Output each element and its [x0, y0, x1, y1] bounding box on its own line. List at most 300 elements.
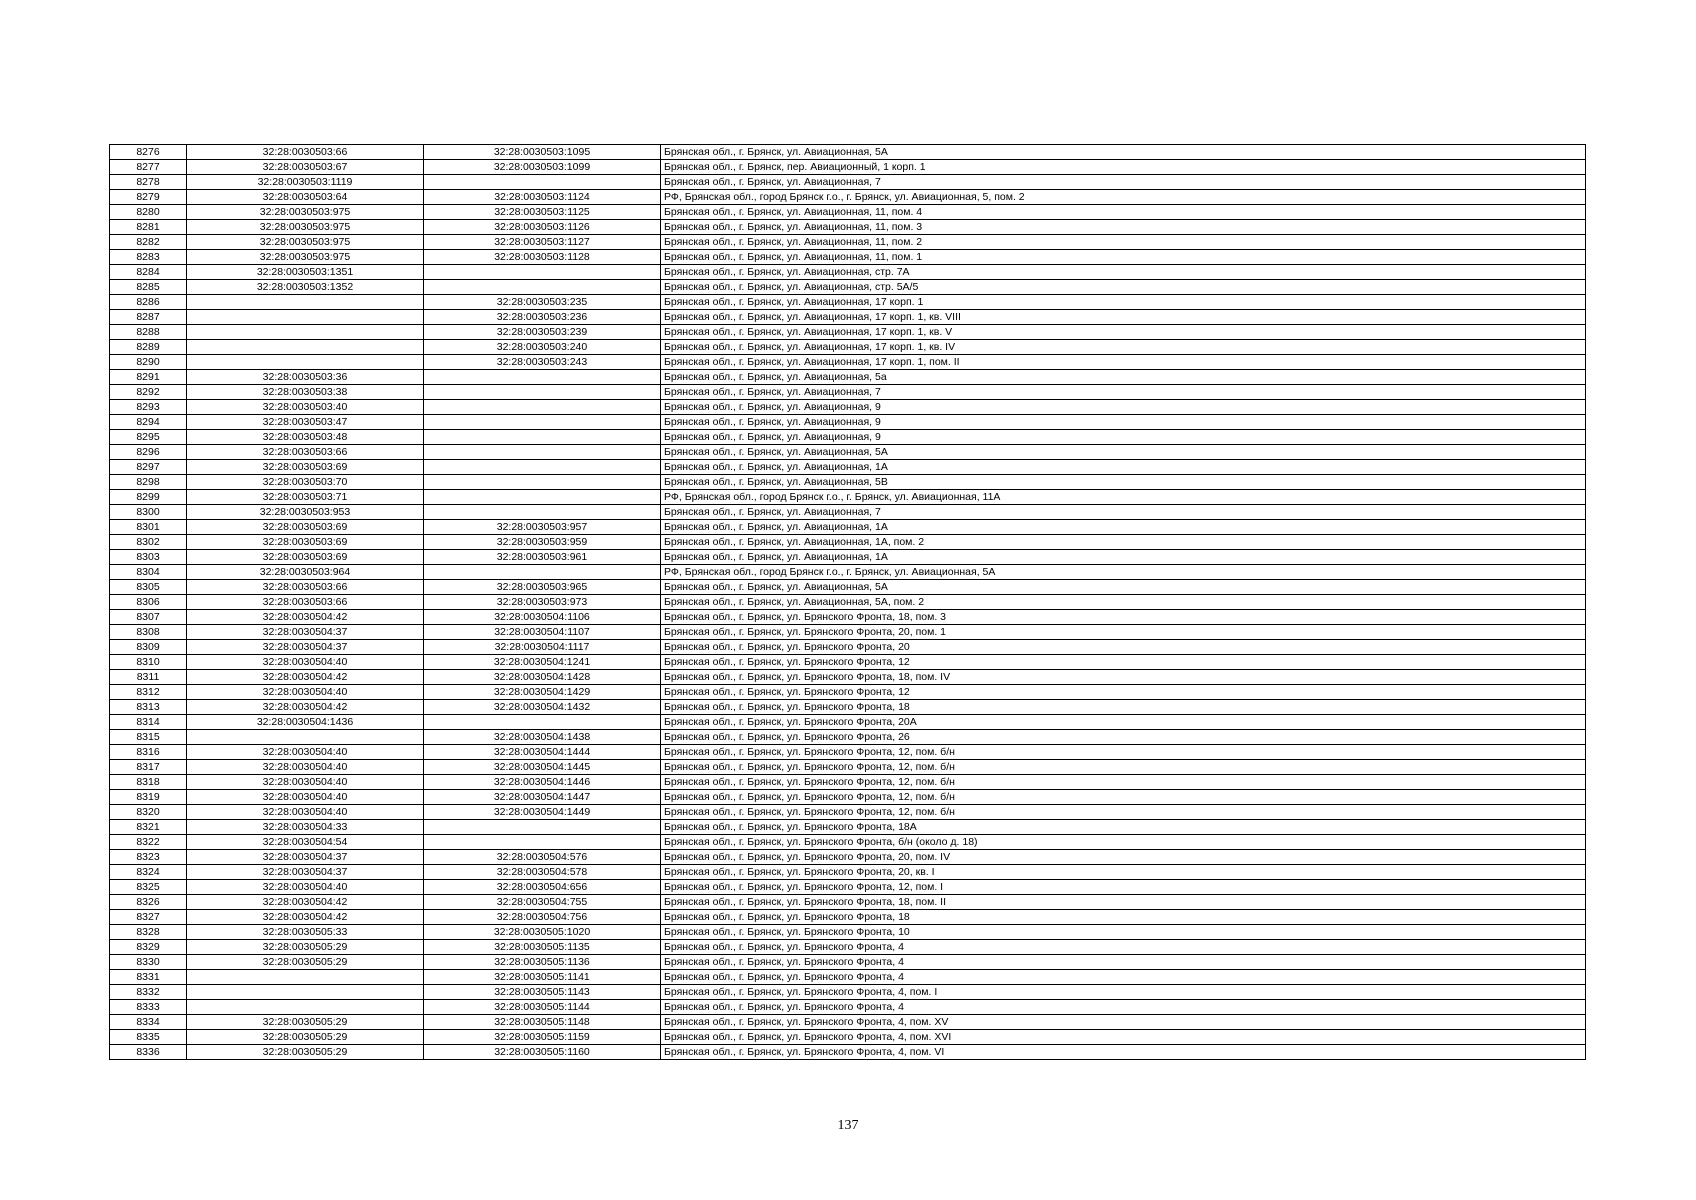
address-cell: Брянская обл., г. Брянск, ул. Брянского Фронта, 18, пом. IV: [661, 670, 1586, 685]
address-cell: Брянская обл., г. Брянск, ул. Брянского Фронта, 12, пом. б/н: [661, 775, 1586, 790]
row-number-cell: 8334: [110, 1015, 187, 1030]
table-row: [110, 340, 1586, 355]
land-cadastral-number-cell: 32:28:0030503:1352: [187, 280, 424, 295]
table-row: [110, 325, 1586, 340]
row-number-cell: 8300: [110, 505, 187, 520]
address-cell: Брянская обл., г. Брянск, ул. Авиационная, 9: [661, 415, 1586, 430]
table-row: [110, 940, 1586, 955]
object-cadastral-number-cell: 32:28:0030503:1099: [424, 160, 661, 175]
row-number-cell: 8279: [110, 190, 187, 205]
cadastral-table: [109, 144, 1586, 1060]
row-number-cell: 8324: [110, 865, 187, 880]
address-cell: Брянская обл., г. Брянск, ул. Брянского Фронта, 4, пом. XVI: [661, 1030, 1586, 1045]
object-cadastral-number-cell: 32:28:0030504:1428: [424, 670, 661, 685]
table-row: [110, 820, 1586, 835]
table-row: [110, 550, 1586, 565]
row-number-cell: 8292: [110, 385, 187, 400]
object-cadastral-number-cell: [424, 820, 661, 835]
row-number-cell: 8308: [110, 625, 187, 640]
table-row: [110, 205, 1586, 220]
object-cadastral-number-cell: 32:28:0030504:1107: [424, 625, 661, 640]
table-row: [110, 760, 1586, 775]
land-cadastral-number-cell: 32:28:0030504:40: [187, 760, 424, 775]
table-row: [110, 250, 1586, 265]
land-cadastral-number-cell: 32:28:0030503:66: [187, 445, 424, 460]
land-cadastral-number-cell: 32:28:0030505:29: [187, 940, 424, 955]
table-row: [110, 955, 1586, 970]
address-cell: Брянская обл., г. Брянск, ул. Брянского Фронта, 12, пом. б/н: [661, 805, 1586, 820]
land-cadastral-number-cell: [187, 985, 424, 1000]
address-cell: Брянская обл., г. Брянск, ул. Брянского Фронта, 18: [661, 910, 1586, 925]
address-cell: Брянская обл., г. Брянск, ул. Брянского Фронта, 20, кв. I: [661, 865, 1586, 880]
object-cadastral-number-cell: [424, 490, 661, 505]
table-row: [110, 805, 1586, 820]
object-cadastral-number-cell: [424, 265, 661, 280]
object-cadastral-number-cell: 32:28:0030505:1136: [424, 955, 661, 970]
table-row: [110, 685, 1586, 700]
land-cadastral-number-cell: 32:28:0030504:42: [187, 670, 424, 685]
object-cadastral-number-cell: 32:28:0030504:1429: [424, 685, 661, 700]
address-cell: Брянская обл., г. Брянск, ул. Авиационная, 9: [661, 430, 1586, 445]
row-number-cell: 8294: [110, 415, 187, 430]
address-cell: Брянская обл., г. Брянск, ул. Брянского Фронта, 4, пом. VI: [661, 1045, 1586, 1060]
land-cadastral-number-cell: [187, 355, 424, 370]
row-number-cell: 8310: [110, 655, 187, 670]
address-cell: Брянская обл., г. Брянск, ул. Авиационная, 9: [661, 400, 1586, 415]
object-cadastral-number-cell: 32:28:0030504:1447: [424, 790, 661, 805]
row-number-cell: 8284: [110, 265, 187, 280]
row-number-cell: 8283: [110, 250, 187, 265]
table-row: [110, 445, 1586, 460]
land-cadastral-number-cell: 32:28:0030504:40: [187, 790, 424, 805]
object-cadastral-number-cell: 32:28:0030505:1159: [424, 1030, 661, 1045]
land-cadastral-number-cell: 32:28:0030504:37: [187, 640, 424, 655]
land-cadastral-number-cell: 32:28:0030503:66: [187, 145, 424, 160]
address-cell: Брянская обл., г. Брянск, ул. Брянского Фронта, б/н (около д. 18): [661, 835, 1586, 850]
table-row: [110, 355, 1586, 370]
row-number-cell: 8326: [110, 895, 187, 910]
row-number-cell: 8293: [110, 400, 187, 415]
row-number-cell: 8330: [110, 955, 187, 970]
table-row: [110, 715, 1586, 730]
object-cadastral-number-cell: 32:28:0030503:961: [424, 550, 661, 565]
row-number-cell: 8287: [110, 310, 187, 325]
object-cadastral-number-cell: 32:28:0030503:957: [424, 520, 661, 535]
table-row: [110, 625, 1586, 640]
address-cell: Брянская обл., г. Брянск, пер. Авиационный, 1 корп. 1: [661, 160, 1586, 175]
row-number-cell: 8298: [110, 475, 187, 490]
row-number-cell: 8320: [110, 805, 187, 820]
object-cadastral-number-cell: [424, 475, 661, 490]
row-number-cell: 8321: [110, 820, 187, 835]
row-number-cell: 8277: [110, 160, 187, 175]
address-cell: Брянская обл., г. Брянск, ул. Брянского Фронта, 4: [661, 970, 1586, 985]
address-cell: Брянская обл., г. Брянск, ул. Авиационная, 11, пом. 3: [661, 220, 1586, 235]
object-cadastral-number-cell: 32:28:0030504:1446: [424, 775, 661, 790]
land-cadastral-number-cell: 32:28:0030503:69: [187, 460, 424, 475]
address-cell: Брянская обл., г. Брянск, ул. Авиационная, 1А: [661, 550, 1586, 565]
row-number-cell: 8304: [110, 565, 187, 580]
address-cell: Брянская обл., г. Брянск, ул. Брянского Фронта, 18А: [661, 820, 1586, 835]
table-row: [110, 310, 1586, 325]
address-cell: Брянская обл., г. Брянск, ул. Авиационная, 5А: [661, 145, 1586, 160]
table-row: [110, 730, 1586, 745]
row-number-cell: 8307: [110, 610, 187, 625]
land-cadastral-number-cell: 32:28:0030504:1436: [187, 715, 424, 730]
row-number-cell: 8302: [110, 535, 187, 550]
object-cadastral-number-cell: [424, 460, 661, 475]
object-cadastral-number-cell: [424, 415, 661, 430]
object-cadastral-number-cell: 32:28:0030505:1160: [424, 1045, 661, 1060]
row-number-cell: 8335: [110, 1030, 187, 1045]
object-cadastral-number-cell: 32:28:0030503:240: [424, 340, 661, 355]
address-cell: Брянская обл., г. Брянск, ул. Брянского Фронта, 18, пом. 3: [661, 610, 1586, 625]
land-cadastral-number-cell: 32:28:0030504:37: [187, 850, 424, 865]
row-number-cell: 8315: [110, 730, 187, 745]
object-cadastral-number-cell: 32:28:0030503:973: [424, 595, 661, 610]
row-number-cell: 8290: [110, 355, 187, 370]
land-cadastral-number-cell: 32:28:0030504:40: [187, 775, 424, 790]
object-cadastral-number-cell: 32:28:0030503:239: [424, 325, 661, 340]
address-cell: Брянская обл., г. Брянск, ул. Брянского Фронта, 12, пом. б/н: [661, 745, 1586, 760]
table-row: [110, 400, 1586, 415]
address-cell: Брянская обл., г. Брянск, ул. Авиационная, 11, пом. 1: [661, 250, 1586, 265]
land-cadastral-number-cell: 32:28:0030503:975: [187, 235, 424, 250]
table-row: [110, 370, 1586, 385]
object-cadastral-number-cell: [424, 175, 661, 190]
land-cadastral-number-cell: 32:28:0030503:975: [187, 250, 424, 265]
object-cadastral-number-cell: 32:28:0030503:1124: [424, 190, 661, 205]
table-row: [110, 295, 1586, 310]
address-cell: Брянская обл., г. Брянск, ул. Брянского Фронта, 12: [661, 655, 1586, 670]
row-number-cell: 8317: [110, 760, 187, 775]
land-cadastral-number-cell: 32:28:0030503:69: [187, 550, 424, 565]
object-cadastral-number-cell: 32:28:0030504:1106: [424, 610, 661, 625]
land-cadastral-number-cell: 32:28:0030504:33: [187, 820, 424, 835]
address-cell: Брянская обл., г. Брянск, ул. Брянского Фронта, 20А: [661, 715, 1586, 730]
object-cadastral-number-cell: 32:28:0030504:576: [424, 850, 661, 865]
row-number-cell: 8325: [110, 880, 187, 895]
land-cadastral-number-cell: 32:28:0030503:975: [187, 220, 424, 235]
object-cadastral-number-cell: 32:28:0030504:578: [424, 865, 661, 880]
land-cadastral-number-cell: 32:28:0030503:38: [187, 385, 424, 400]
address-cell: Брянская обл., г. Брянск, ул. Авиационная, 7: [661, 175, 1586, 190]
table-row: [110, 970, 1586, 985]
address-cell: Брянская обл., г. Брянск, ул. Авиационная, 1А: [661, 460, 1586, 475]
object-cadastral-number-cell: [424, 505, 661, 520]
row-number-cell: 8333: [110, 1000, 187, 1015]
object-cadastral-number-cell: 32:28:0030503:236: [424, 310, 661, 325]
land-cadastral-number-cell: 32:28:0030503:40: [187, 400, 424, 415]
address-cell: Брянская обл., г. Брянск, ул. Авиационная, 7: [661, 505, 1586, 520]
row-number-cell: 8327: [110, 910, 187, 925]
row-number-cell: 8319: [110, 790, 187, 805]
land-cadastral-number-cell: 32:28:0030505:33: [187, 925, 424, 940]
row-number-cell: 8276: [110, 145, 187, 160]
object-cadastral-number-cell: 32:28:0030503:965: [424, 580, 661, 595]
table-row: [110, 280, 1586, 295]
object-cadastral-number-cell: 32:28:0030505:1135: [424, 940, 661, 955]
table-row: [110, 745, 1586, 760]
row-number-cell: 8316: [110, 745, 187, 760]
row-number-cell: 8303: [110, 550, 187, 565]
address-cell: Брянская обл., г. Брянск, ул. Авиационная, 1А: [661, 520, 1586, 535]
land-cadastral-number-cell: 32:28:0030503:69: [187, 520, 424, 535]
table-row: [110, 580, 1586, 595]
row-number-cell: 8332: [110, 985, 187, 1000]
object-cadastral-number-cell: [424, 715, 661, 730]
address-cell: Брянская обл., г. Брянск, ул. Авиационная, стр. 7А: [661, 265, 1586, 280]
object-cadastral-number-cell: 32:28:0030505:1144: [424, 1000, 661, 1015]
row-number-cell: 8318: [110, 775, 187, 790]
address-cell: Брянская обл., г. Брянск, ул. Брянского Фронта, 4, пом. XV: [661, 1015, 1586, 1030]
table-row: [110, 190, 1586, 205]
object-cadastral-number-cell: 32:28:0030505:1141: [424, 970, 661, 985]
row-number-cell: 8314: [110, 715, 187, 730]
object-cadastral-number-cell: [424, 430, 661, 445]
row-number-cell: 8312: [110, 685, 187, 700]
table-row: [110, 520, 1586, 535]
table-row: [110, 865, 1586, 880]
address-cell: Брянская обл., г. Брянск, ул. Авиационная, стр. 5А/5: [661, 280, 1586, 295]
table-row: [110, 655, 1586, 670]
row-number-cell: 8291: [110, 370, 187, 385]
address-cell: Брянская обл., г. Брянск, ул. Брянского Фронта, 12, пом. I: [661, 880, 1586, 895]
object-cadastral-number-cell: [424, 370, 661, 385]
land-cadastral-number-cell: 32:28:0030503:64: [187, 190, 424, 205]
land-cadastral-number-cell: [187, 310, 424, 325]
land-cadastral-number-cell: [187, 730, 424, 745]
object-cadastral-number-cell: 32:28:0030503:1095: [424, 145, 661, 160]
object-cadastral-number-cell: 32:28:0030504:1241: [424, 655, 661, 670]
row-number-cell: 8331: [110, 970, 187, 985]
address-cell: Брянская обл., г. Брянск, ул. Авиационная, 11, пом. 4: [661, 205, 1586, 220]
address-cell: Брянская обл., г. Брянск, ул. Авиационная, 5В: [661, 475, 1586, 490]
row-number-cell: 8336: [110, 1045, 187, 1060]
address-cell: Брянская обл., г. Брянск, ул. Авиационная, 17 корп. 1: [661, 295, 1586, 310]
table-row: [110, 1030, 1586, 1045]
land-cadastral-number-cell: 32:28:0030503:1119: [187, 175, 424, 190]
row-number-cell: 8305: [110, 580, 187, 595]
land-cadastral-number-cell: 32:28:0030504:40: [187, 685, 424, 700]
address-cell: Брянская обл., г. Брянск, ул. Брянского Фронта, 10: [661, 925, 1586, 940]
row-number-cell: 8296: [110, 445, 187, 460]
object-cadastral-number-cell: 32:28:0030505:1143: [424, 985, 661, 1000]
address-cell: Брянская обл., г. Брянск, ул. Брянского Фронта, 4: [661, 940, 1586, 955]
row-number-cell: 8288: [110, 325, 187, 340]
address-cell: Брянская обл., г. Брянск, ул. Авиационная, 17 корп. 1, пом. II: [661, 355, 1586, 370]
table-row: [110, 910, 1586, 925]
row-number-cell: 8306: [110, 595, 187, 610]
row-number-cell: 8313: [110, 700, 187, 715]
land-cadastral-number-cell: [187, 325, 424, 340]
object-cadastral-number-cell: 32:28:0030504:1438: [424, 730, 661, 745]
object-cadastral-number-cell: 32:28:0030503:959: [424, 535, 661, 550]
object-cadastral-number-cell: [424, 835, 661, 850]
table-row: [110, 160, 1586, 175]
land-cadastral-number-cell: 32:28:0030503:67: [187, 160, 424, 175]
land-cadastral-number-cell: 32:28:0030503:953: [187, 505, 424, 520]
object-cadastral-number-cell: 32:28:0030503:243: [424, 355, 661, 370]
row-number-cell: 8311: [110, 670, 187, 685]
row-number-cell: 8281: [110, 220, 187, 235]
address-cell: Брянская обл., г. Брянск, ул. Авиационная, 11, пом. 2: [661, 235, 1586, 250]
land-cadastral-number-cell: 32:28:0030504:40: [187, 745, 424, 760]
table-row: [110, 430, 1586, 445]
address-cell: Брянская обл., г. Брянск, ул. Брянского Фронта, 20: [661, 640, 1586, 655]
table-body: [110, 145, 1586, 1060]
land-cadastral-number-cell: 32:28:0030503:964: [187, 565, 424, 580]
row-number-cell: 8278: [110, 175, 187, 190]
row-number-cell: 8329: [110, 940, 187, 955]
table-row: [110, 490, 1586, 505]
table-row: [110, 595, 1586, 610]
land-cadastral-number-cell: 32:28:0030503:48: [187, 430, 424, 445]
table-row: [110, 220, 1586, 235]
object-cadastral-number-cell: [424, 280, 661, 295]
table-row: [110, 175, 1586, 190]
table-row: [110, 880, 1586, 895]
land-cadastral-number-cell: 32:28:0030505:29: [187, 955, 424, 970]
table-row: [110, 1000, 1586, 1015]
address-cell: Брянская обл., г. Брянск, ул. Брянского Фронта, 20, пом. 1: [661, 625, 1586, 640]
land-cadastral-number-cell: 32:28:0030503:70: [187, 475, 424, 490]
land-cadastral-number-cell: 32:28:0030504:37: [187, 625, 424, 640]
object-cadastral-number-cell: 32:28:0030504:1449: [424, 805, 661, 820]
address-cell: Брянская обл., г. Брянск, ул. Брянского Фронта, 18: [661, 700, 1586, 715]
object-cadastral-number-cell: 32:28:0030504:656: [424, 880, 661, 895]
land-cadastral-number-cell: 32:28:0030504:37: [187, 865, 424, 880]
address-cell: Брянская обл., г. Брянск, ул. Авиационная, 1А, пом. 2: [661, 535, 1586, 550]
table-row: [110, 235, 1586, 250]
land-cadastral-number-cell: 32:28:0030505:29: [187, 1030, 424, 1045]
land-cadastral-number-cell: [187, 1000, 424, 1015]
object-cadastral-number-cell: 32:28:0030505:1020: [424, 925, 661, 940]
address-cell: Брянская обл., г. Брянск, ул. Брянского Фронта, 12, пом. б/н: [661, 760, 1586, 775]
address-cell: Брянская обл., г. Брянск, ул. Брянского Фронта, 26: [661, 730, 1586, 745]
table-row: [110, 775, 1586, 790]
table-row: [110, 265, 1586, 280]
land-cadastral-number-cell: 32:28:0030503:69: [187, 535, 424, 550]
row-number-cell: 8299: [110, 490, 187, 505]
address-cell: Брянская обл., г. Брянск, ул. Брянского Фронта, 12, пом. б/н: [661, 790, 1586, 805]
land-cadastral-number-cell: 32:28:0030504:42: [187, 895, 424, 910]
address-cell: Брянская обл., г. Брянск, ул. Брянского Фронта, 4, пом. I: [661, 985, 1586, 1000]
land-cadastral-number-cell: 32:28:0030505:29: [187, 1045, 424, 1060]
address-cell: Брянская обл., г. Брянск, ул. Авиационная, 5А: [661, 580, 1586, 595]
object-cadastral-number-cell: 32:28:0030504:755: [424, 895, 661, 910]
table-row: [110, 385, 1586, 400]
land-cadastral-number-cell: [187, 340, 424, 355]
table-row: [110, 145, 1586, 160]
table-row: [110, 1015, 1586, 1030]
row-number-cell: 8280: [110, 205, 187, 220]
address-cell: РФ, Брянская обл., город Брянск г.о., г. Брянск, ул. Авиационная, 5А: [661, 565, 1586, 580]
land-cadastral-number-cell: [187, 970, 424, 985]
address-cell: Брянская обл., г. Брянск, ул. Авиационная, 17 корп. 1, кв. VIII: [661, 310, 1586, 325]
address-cell: РФ, Брянская обл., город Брянск г.о., г. Брянск, ул. Авиационная, 11А: [661, 490, 1586, 505]
table-row: [110, 925, 1586, 940]
address-cell: Брянская обл., г. Брянск, ул. Авиационная, 17 корп. 1, кв. V: [661, 325, 1586, 340]
address-cell: Брянская обл., г. Брянск, ул. Авиационная, 7: [661, 385, 1586, 400]
address-cell: Брянская обл., г. Брянск, ул. Авиационная, 17 корп. 1, кв. IV: [661, 340, 1586, 355]
object-cadastral-number-cell: [424, 565, 661, 580]
table-row: [110, 790, 1586, 805]
table-row: [110, 565, 1586, 580]
table-row: [110, 460, 1586, 475]
object-cadastral-number-cell: 32:28:0030503:1126: [424, 220, 661, 235]
object-cadastral-number-cell: [424, 400, 661, 415]
row-number-cell: 8322: [110, 835, 187, 850]
row-number-cell: 8282: [110, 235, 187, 250]
land-cadastral-number-cell: 32:28:0030504:42: [187, 610, 424, 625]
page-number: 137: [837, 1118, 859, 1133]
row-number-cell: 8301: [110, 520, 187, 535]
address-cell: Брянская обл., г. Брянск, ул. Авиационная, 5А, пом. 2: [661, 595, 1586, 610]
table-row: [110, 475, 1586, 490]
land-cadastral-number-cell: 32:28:0030503:47: [187, 415, 424, 430]
land-cadastral-number-cell: 32:28:0030503:66: [187, 580, 424, 595]
object-cadastral-number-cell: [424, 445, 661, 460]
table-row: [110, 505, 1586, 520]
land-cadastral-number-cell: 32:28:0030504:42: [187, 700, 424, 715]
land-cadastral-number-cell: 32:28:0030503:66: [187, 595, 424, 610]
object-cadastral-number-cell: 32:28:0030504:1445: [424, 760, 661, 775]
land-cadastral-number-cell: 32:28:0030504:40: [187, 805, 424, 820]
address-cell: РФ, Брянская обл., город Брянск г.о., г. Брянск, ул. Авиационная, 5, пом. 2: [661, 190, 1586, 205]
object-cadastral-number-cell: 32:28:0030503:1127: [424, 235, 661, 250]
land-cadastral-number-cell: [187, 295, 424, 310]
row-number-cell: 8297: [110, 460, 187, 475]
table-row: [110, 610, 1586, 625]
table-row: [110, 415, 1586, 430]
object-cadastral-number-cell: 32:28:0030503:1125: [424, 205, 661, 220]
table-row: [110, 670, 1586, 685]
address-cell: Брянская обл., г. Брянск, ул. Брянского Фронта, 4: [661, 955, 1586, 970]
object-cadastral-number-cell: 32:28:0030505:1148: [424, 1015, 661, 1030]
row-number-cell: 8309: [110, 640, 187, 655]
table-row: [110, 1045, 1586, 1060]
row-number-cell: 8289: [110, 340, 187, 355]
address-cell: Брянская обл., г. Брянск, ул. Брянского Фронта, 4: [661, 1000, 1586, 1015]
object-cadastral-number-cell: 32:28:0030503:235: [424, 295, 661, 310]
object-cadastral-number-cell: 32:28:0030503:1128: [424, 250, 661, 265]
address-cell: Брянская обл., г. Брянск, ул. Брянского Фронта, 20, пом. IV: [661, 850, 1586, 865]
object-cadastral-number-cell: 32:28:0030504:1117: [424, 640, 661, 655]
table-row: [110, 700, 1586, 715]
table-row: [110, 985, 1586, 1000]
object-cadastral-number-cell: 32:28:0030504:1444: [424, 745, 661, 760]
land-cadastral-number-cell: 32:28:0030504:40: [187, 655, 424, 670]
table-row: [110, 850, 1586, 865]
address-cell: Брянская обл., г. Брянск, ул. Брянского Фронта, 12: [661, 685, 1586, 700]
address-cell: Брянская обл., г. Брянск, ул. Брянского Фронта, 18, пом. II: [661, 895, 1586, 910]
table-row: [110, 640, 1586, 655]
address-cell: Брянская обл., г. Брянск, ул. Авиационная, 5А: [661, 445, 1586, 460]
table-row: [110, 895, 1586, 910]
table-row: [110, 835, 1586, 850]
land-cadastral-number-cell: 32:28:0030504:42: [187, 910, 424, 925]
land-cadastral-number-cell: 32:28:0030503:71: [187, 490, 424, 505]
row-number-cell: 8323: [110, 850, 187, 865]
object-cadastral-number-cell: 32:28:0030504:1432: [424, 700, 661, 715]
land-cadastral-number-cell: 32:28:0030504:54: [187, 835, 424, 850]
land-cadastral-number-cell: 32:28:0030503:36: [187, 370, 424, 385]
table-row: [110, 535, 1586, 550]
object-cadastral-number-cell: 32:28:0030504:756: [424, 910, 661, 925]
row-number-cell: 8286: [110, 295, 187, 310]
row-number-cell: 8295: [110, 430, 187, 445]
